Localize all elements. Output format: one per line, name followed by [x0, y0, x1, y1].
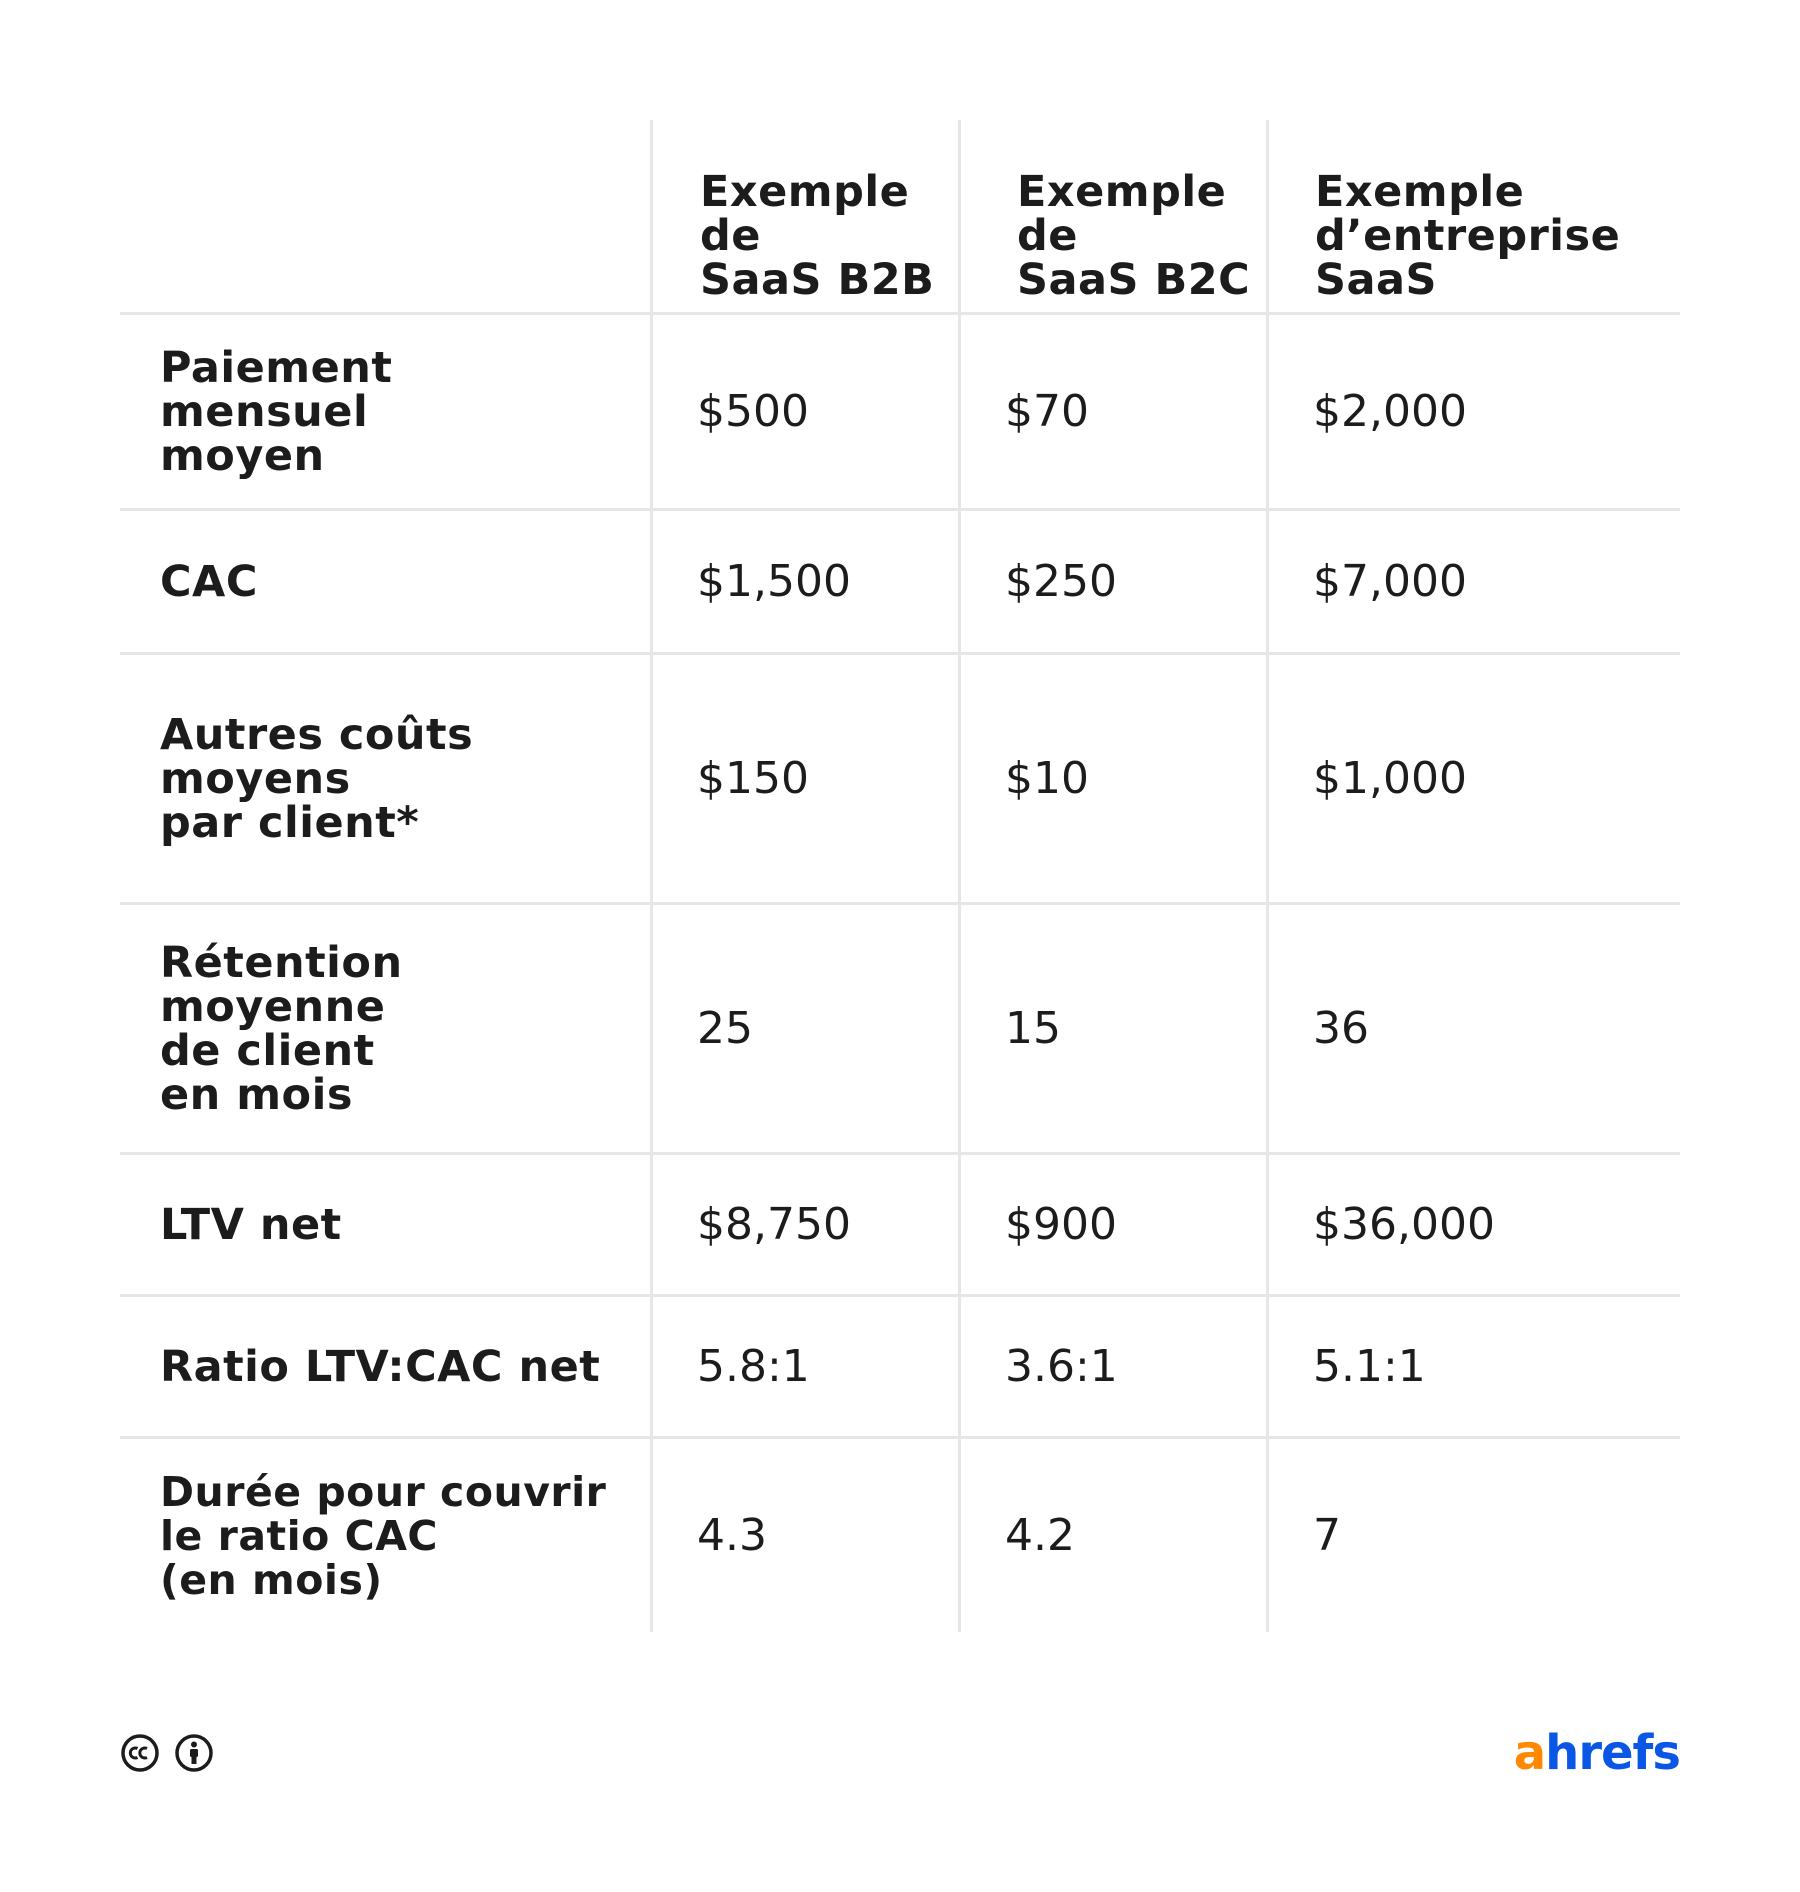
row-label-cell	[160, 315, 650, 508]
row-label: Rétention moyenne de client en mois	[160, 937, 403, 1120]
table-cell	[697, 511, 958, 652]
column-divider	[650, 120, 653, 1632]
header-cell-b2c	[1017, 120, 1266, 312]
table-cell	[1005, 315, 1266, 508]
row-label-cell	[160, 655, 650, 902]
cell-value: 5.8:1	[697, 1340, 810, 1392]
column-header: Exemple de SaaS B2B	[700, 167, 935, 305]
cell-value: $900	[1005, 1198, 1117, 1250]
row-label-cell	[160, 1297, 650, 1436]
cell-value: $7,000	[1313, 555, 1467, 607]
cell-value: $1,000	[1313, 752, 1467, 804]
table-cell	[1313, 511, 1680, 652]
cell-value: $1,500	[697, 555, 851, 607]
ahrefs-logo	[1514, 1725, 1680, 1781]
license-icons	[120, 1733, 214, 1773]
attribution-icon	[174, 1733, 214, 1773]
cell-value: 3.6:1	[1005, 1340, 1118, 1392]
cell-value: 7	[1313, 1509, 1341, 1561]
header-cell-enterprise	[1315, 120, 1680, 312]
cell-value: 4.3	[697, 1509, 767, 1561]
table-cell	[1313, 655, 1680, 902]
table-cell	[1313, 905, 1680, 1152]
cell-value: 5.1:1	[1313, 1340, 1426, 1392]
cell-value: 36	[1313, 1002, 1369, 1054]
cell-value: $500	[697, 385, 809, 437]
table-cell	[697, 1297, 958, 1436]
table-cell	[697, 655, 958, 902]
header-cell-b2b	[700, 120, 958, 312]
table-cell	[697, 1439, 958, 1632]
table-cell	[1313, 1297, 1680, 1436]
row-label-cell	[160, 1439, 650, 1632]
cell-value: $10	[1005, 752, 1089, 804]
comparison-table	[120, 120, 1680, 1632]
table-cell	[1313, 1155, 1680, 1294]
table-cell	[1005, 655, 1266, 902]
table-cell	[1313, 315, 1680, 508]
column-header: Exemple d’entreprise SaaS	[1315, 167, 1621, 305]
cell-value: $250	[1005, 555, 1117, 607]
table-cell	[1005, 1439, 1266, 1632]
row-label-cell	[160, 511, 650, 652]
column-divider	[1266, 120, 1269, 1632]
cell-value: $2,000	[1313, 385, 1467, 437]
row-label: CAC	[160, 556, 258, 607]
table-cell	[697, 1155, 958, 1294]
table-cell	[1005, 905, 1266, 1152]
row-label: Autres coûts moyens par client*	[160, 709, 474, 848]
table-cell	[1005, 1297, 1266, 1436]
table-cell	[697, 315, 958, 508]
cell-value: 25	[697, 1002, 753, 1054]
table-cell	[1005, 1155, 1266, 1294]
logo-letter-a: a	[1513, 1725, 1546, 1781]
table-cell	[1313, 1439, 1680, 1632]
cell-value: $36,000	[1313, 1198, 1495, 1250]
table-cell	[1005, 511, 1266, 652]
row-label-cell	[160, 1155, 650, 1294]
logo-wordmark: hrefs	[1545, 1725, 1680, 1781]
cell-value: 4.2	[1005, 1509, 1075, 1561]
column-header: Exemple de SaaS B2C	[1017, 167, 1251, 305]
column-divider	[958, 120, 961, 1632]
row-label-cell	[160, 905, 650, 1152]
cell-value: $150	[697, 752, 809, 804]
table-cell	[697, 905, 958, 1152]
cell-value: $8,750	[697, 1198, 851, 1250]
cell-value: $70	[1005, 385, 1089, 437]
row-label: Ratio LTV:CAC net	[160, 1341, 601, 1392]
row-label: Paiement mensuel moyen	[160, 342, 393, 481]
row-label: LTV net	[160, 1199, 342, 1250]
cell-value: 15	[1005, 1002, 1061, 1054]
cc-icon	[120, 1733, 160, 1773]
row-label: Durée pour couvrir le ratio CAC (en mois)	[160, 1467, 607, 1604]
